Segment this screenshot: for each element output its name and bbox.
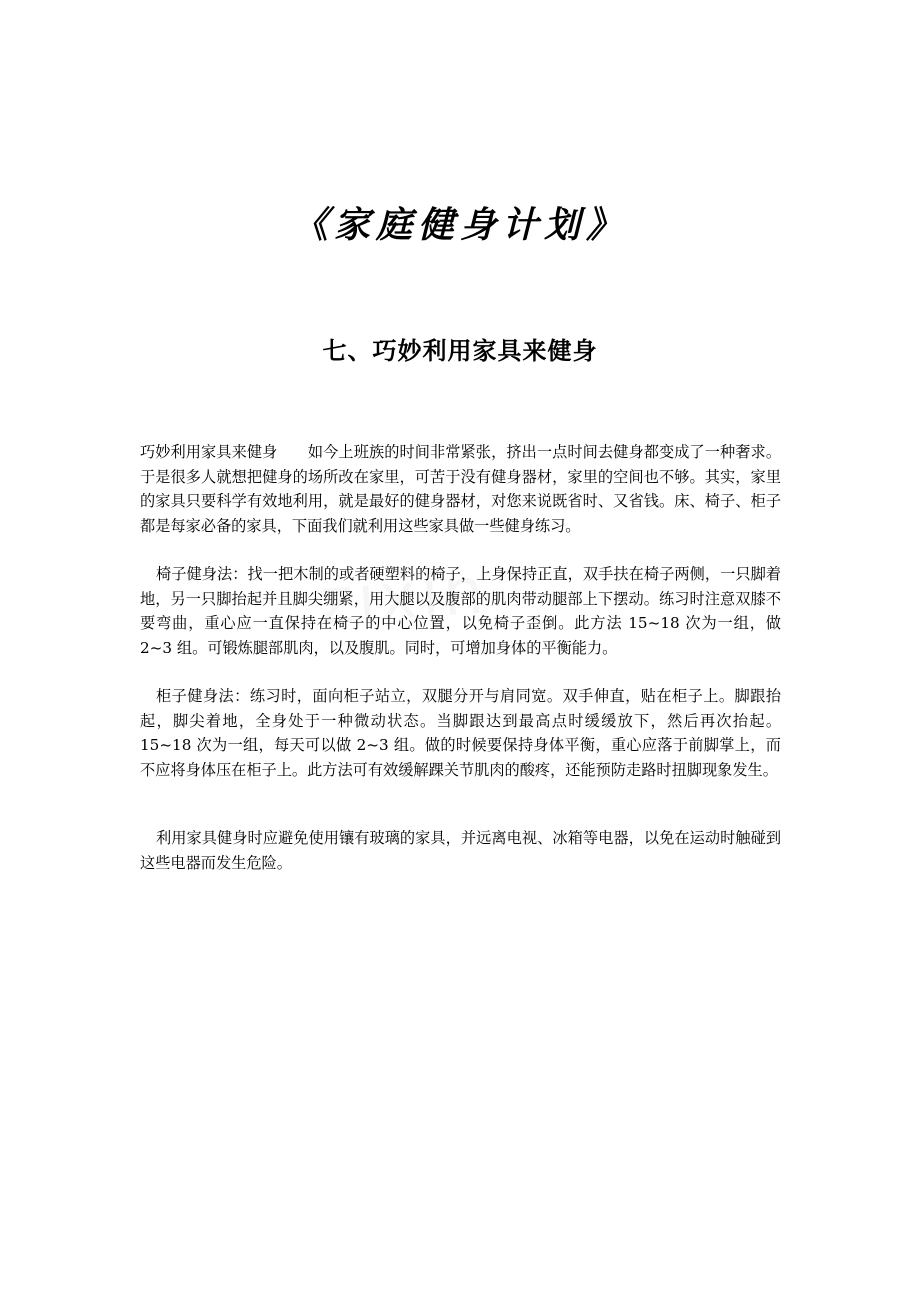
paragraph-safety-note: 利用家具健身时应避免使用镶有玻璃的家具，并远离电视、冰箱等电器，以免在运动时触碰到这些电器而发生危险。 xyxy=(140,829,781,872)
document-title: 《家庭健身计划》 xyxy=(291,204,628,246)
paragraph-chair-exercise: 椅子健身法：找一把木制的或者硬塑料的椅子，上身保持正直，双手扶在椅子两侧，一只脚着地，另一只脚抬起并且脚尖绷紧，用大腿以及腹部的肌肉带动腿部上下摆动。练习时注意双膝不要弯曲，重心应一直保持在椅子的中心位置，以免椅子歪倒。此方法 15~18 次为一组，做 2~3 组。可锻炼腿部肌肉，以及腹肌。同时，可增加身体的平衡能力。 xyxy=(140,565,781,657)
paragraph-cabinet-exercise: 柜子健身法：练习时，面向柜子站立，双腿分开与肩同宽。双手伸直，贴在柜子上。脚跟抬起，脚尖着地，全身处于一种微动状态。当脚跟达到最高点时缓缓放下，然后再次抬起。15~18 次为一组，每天可以做 2~3 组。做的时候要保持身体平衡，重心应落于前脚掌上，而不应将身体压在柜子上。此方法可有效缓解踝关节肌肉的酸疼，还能预防走路时扭脚现象发生。 xyxy=(140,687,781,779)
paragraph-intro: 巧妙利用家具来健身 如今上班族的时间非常紧张，挤出一点时间去健身都变成了一种奢求。于是很多人就想把健身的场所改在家里，可苦于没有健身器材，家里的空间也不够。其实，家里的家具只要科学有效地利用，就是最好的健身器材，对您来说既省时、又省钱。床、椅子、柜子都是每家必备的家具，下面我们就利用这些家具做一些健身练习。 xyxy=(140,443,781,535)
section-heading: 七、巧妙利用家具来健身 xyxy=(322,337,598,365)
